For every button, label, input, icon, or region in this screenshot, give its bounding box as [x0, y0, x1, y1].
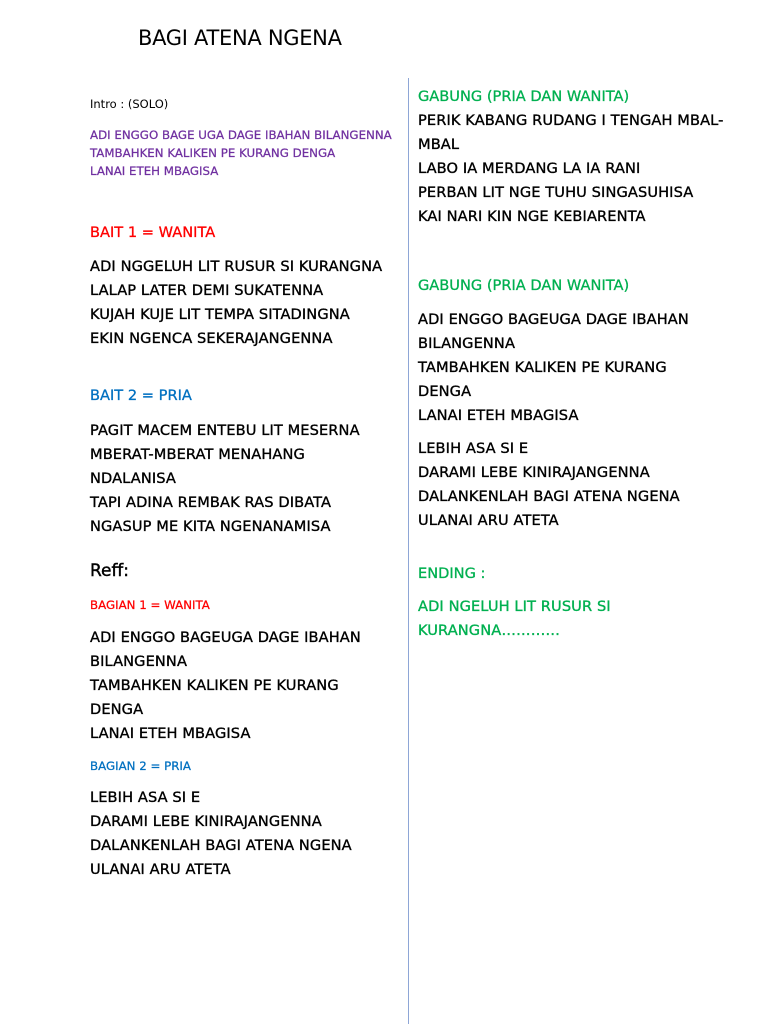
lyric-line: ULANAI ARU ATETA	[90, 861, 231, 878]
bait2-heading: BAIT 2 = PRIA	[90, 387, 192, 404]
lyric-line: LANAI ETEH MBAGISA	[90, 725, 251, 742]
lyric-line: ADI NGGELUH LIT RUSUR SI KURANGNA	[90, 258, 383, 275]
lyric-line: ADI NGELUH LIT RUSUR SI	[418, 598, 611, 615]
lyric-line: PERBAN LIT NGE TUHU SINGASUHISA	[418, 184, 694, 201]
ending-heading: ENDING :	[418, 565, 486, 582]
lyric-line: NGASUP ME KITA NGENANAMISA	[90, 518, 331, 535]
lyric-line: DALANKENLAH BAGI ATENA NGENA	[90, 837, 352, 854]
lyric-line: BILANGENNA	[90, 653, 188, 670]
lyric-line: PERIK KABANG RUDANG I TENGAH MBAL-	[418, 112, 724, 129]
gabung1-heading: GABUNG (PRIA DAN WANITA)	[418, 88, 630, 105]
lyric-line: DARAMI LEBE KINIRAJANGENNA	[90, 813, 322, 830]
lyric-line: LANAI ETEH MBAGISA	[90, 164, 219, 178]
lyric-line: ADI ENGGO BAGEUGA DAGE IBAHAN	[418, 311, 689, 328]
bagian2-heading: BAGIAN 2 = PRIA	[90, 759, 191, 773]
ending-lyrics	[418, 595, 611, 643]
reff-heading: Reff:	[90, 561, 129, 581]
lyric-line: TAPI ADINA REMBAK RAS DIBATA	[90, 494, 332, 511]
lyric-line: TAMBAHKEN KALIKEN PE KURANG DENGA	[90, 146, 336, 160]
bait2-lyrics	[90, 419, 360, 539]
song-title: BAGI ATENA NGENA	[138, 26, 342, 50]
lyric-line: MBERAT-MBERAT MENAHANG	[90, 446, 305, 463]
lyric-line: LALAP LATER DEMI SUKATENNA	[90, 282, 324, 299]
gabung2-lyrics-second	[418, 437, 680, 533]
lyric-line: TAMBAHKEN KALIKEN PE KURANG	[90, 677, 339, 694]
lyric-line: DENGA	[90, 701, 144, 718]
gabung2-heading: GABUNG (PRIA DAN WANITA)	[418, 277, 630, 294]
lyric-line: PAGIT MACEM ENTEBU LIT MESERNA	[90, 422, 360, 439]
lyric-line: MBAL	[418, 136, 460, 153]
bait1-lyrics	[90, 255, 382, 351]
lyric-line: LABO IA MERDANG LA IA RANI	[418, 160, 641, 177]
gabung1-lyrics	[418, 109, 724, 229]
lyric-line: ULANAI ARU ATETA	[418, 512, 559, 529]
bagian2-lyrics	[90, 786, 352, 882]
lyric-line: EKIN NGENCA SEKERAJANGENNA	[90, 330, 333, 347]
lyric-line: KURANGNA…………	[418, 622, 561, 639]
column-divider	[408, 78, 409, 1024]
lyric-line: KUJAH KUJE LIT TEMPA SITADINGNA	[90, 306, 350, 323]
lyric-line: LEBIH ASA SI E	[418, 440, 529, 457]
lyric-line: LEBIH ASA SI E	[90, 789, 201, 806]
lyric-line: ADI ENGGO BAGEUGA DAGE IBAHAN	[90, 629, 361, 646]
intro-lyrics	[90, 126, 392, 180]
lyric-line: KAI NARI KIN NGE KEBIARENTA	[418, 208, 646, 225]
lyric-line: NDALANISA	[90, 470, 176, 487]
bait1-heading: BAIT 1 = WANITA	[90, 224, 216, 241]
lyric-line: DALANKENLAH BAGI ATENA NGENA	[418, 488, 680, 505]
lyric-line: DARAMI LEBE KINIRAJANGENNA	[418, 464, 650, 481]
lyric-line: DENGA	[418, 383, 472, 400]
lyric-line: TAMBAHKEN KALIKEN PE KURANG	[418, 359, 667, 376]
lyric-line: LANAI ETEH MBAGISA	[418, 407, 579, 424]
bagian1-lyrics	[90, 626, 361, 746]
bagian1-heading: BAGIAN 1 = WANITA	[90, 598, 210, 612]
gabung2-lyrics	[418, 308, 689, 428]
lyric-line: BILANGENNA	[418, 335, 516, 352]
lyric-line: ADI ENGGO BAGE UGA DAGE IBAHAN BILANGENNA	[90, 128, 392, 142]
intro-label: Intro : (SOLO)	[90, 97, 169, 111]
